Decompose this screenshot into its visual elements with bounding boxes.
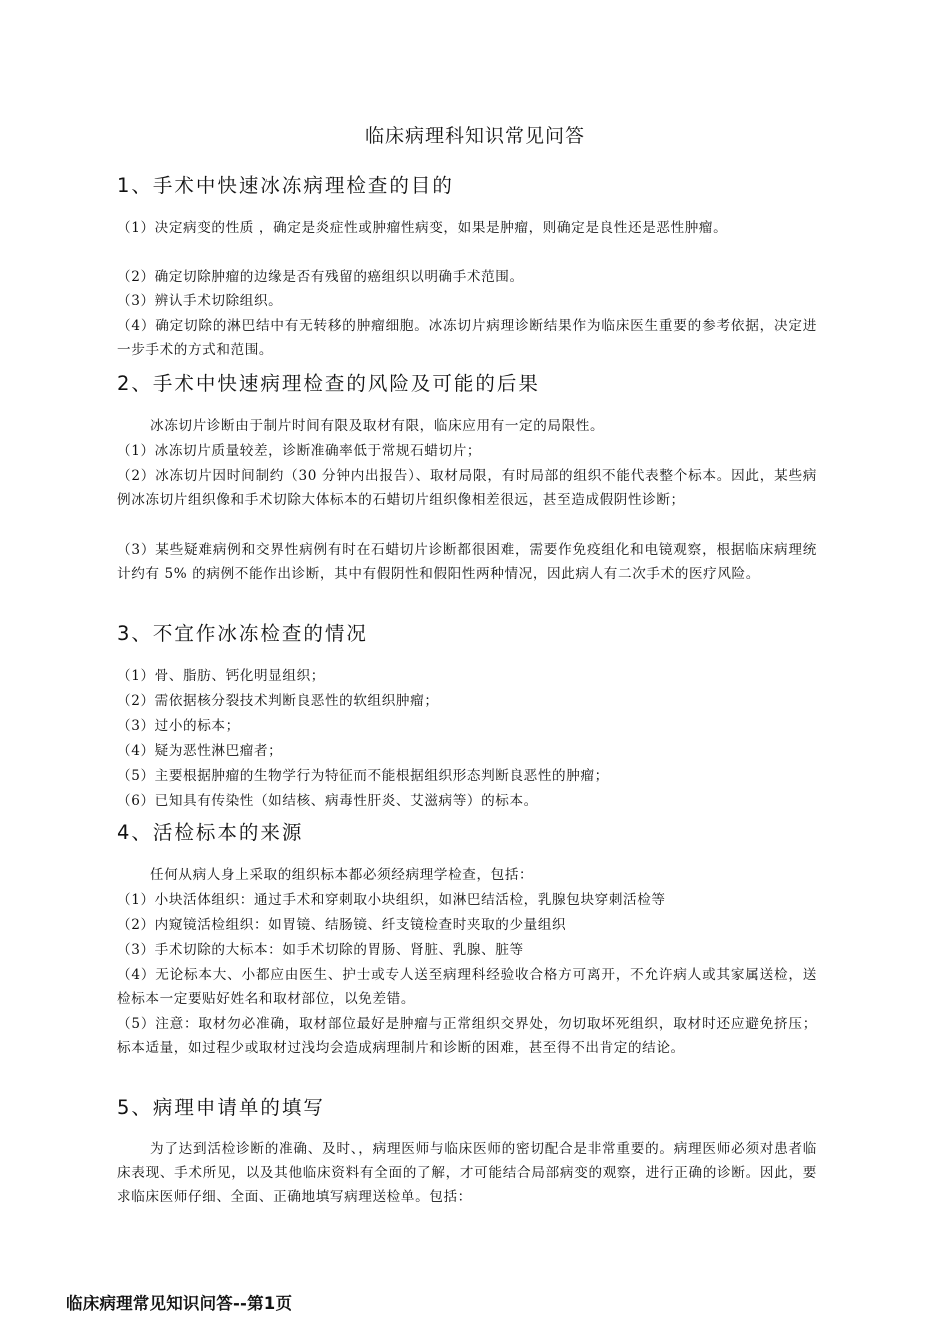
section-2-item-2: （2）冰冻切片因时间制约（30 分钟内出报告）、取材局限，有时局部的组织不能代表整个标本。因此，某些病例冰冻切片组织像和手术切除大体标本的石蜡切片组织像相差很远，甚至造成假阴性诊断； — [117, 468, 817, 508]
section-3-heading: 3、不宜作冰冻检查的情况 — [117, 622, 368, 645]
section-3-item-4: （4）疑为恶性淋巴瘤者； — [117, 743, 283, 759]
section-2-heading: 2、手术中快速病理检查的风险及可能的后果 — [117, 372, 540, 395]
section-5-intro: 为了达到活检诊断的准确、及时、，病理医师与临床医师的密切配合是非常重要的。病理医师必须对患者临床表现、手术所见，以及其他临床资料有全面的了解，才可能结合局部病变的观察，进行正确的诊断。因此，要求临床医师仔细、全面、正确地填写病理送检单。包括： — [117, 1141, 817, 1205]
section-1-item-1: （1）决定病变的性质 ，确定是炎症性或肿瘤性病变，如果是肿瘤，则确定是良性还是恶性肿瘤。 — [117, 220, 728, 236]
section-5-heading: 5、病理申请单的填写 — [117, 1096, 325, 1119]
section-4-heading: 4、活检标本的来源 — [117, 821, 304, 844]
section-3-item-2: （2）需依据核分裂技术判断良恶性的软组织肿瘤； — [117, 693, 439, 709]
section-2-item-3: （3）某些疑难病例和交界性病例有时在石蜡切片诊断都很困难，需要作免疫组化和电镜观察，根据临床病理统计约有 5% 的病例不能作出诊断，其中有假阴性和假阳性两种情况，因此病人有二次手术的医疗风险。 — [117, 542, 817, 582]
section-1-item-4: （4）确定切除的淋巴结中有无转移的肿瘤细胞。冰冻切片病理诊断结果作为临床医生重要的参考依据，决定进一步手术的方式和范围。 — [117, 318, 817, 358]
section-1-heading: 1、手术中快速冰冻病理检查的目的 — [117, 174, 454, 197]
section-1-item-3: （3）辨认手术切除组织。 — [117, 293, 283, 309]
section-3-item-1: （1）骨、脂肪、钙化明显组织； — [117, 668, 325, 684]
section-1-item-2: （2）确定切除肿瘤的边缘是否有残留的癌组织以明确手术范围。 — [117, 269, 524, 285]
section-4-item-3: （3）手术切除的大标本：如手术切除的胃肠、肾脏、乳腺、脏等 — [117, 942, 524, 958]
page-footer: 临床病理常见知识问答--第1页 — [66, 1294, 293, 1313]
section-4-item-2: （2）内窥镜活检组织：如胃镜、结肠镜、纤支镜检查时夹取的少量组织 — [117, 917, 567, 933]
section-4-item-4: （4）无论标本大、小都应由医生、护士或专人送至病理科经验收合格方可离开，不允许病人或其家属送检，送检标本一定要贴好姓名和取材部位，以免差错。 — [117, 967, 817, 1007]
section-4-item-1: （1）小块活体组织：通过手术和穿刺取小块组织，如淋巴结活检，乳腺包块穿刺活检等 — [117, 892, 666, 908]
section-3-item-5: （5）主要根据肿瘤的生物学行为特征而不能根据组织形态判断良恶性的肿瘤； — [117, 768, 609, 784]
section-2-item-1: （1）冰冻切片质量较差，诊断准确率低于常规石蜡切片； — [117, 443, 482, 459]
section-4-intro: 任何从病人身上采取的组织标本都必须经病理学检查，包括： — [150, 867, 534, 883]
section-3-item-6: （6）已知具有传染性（如结核、病毒性肝炎、艾滋病等）的标本。 — [117, 793, 538, 809]
section-4-item-5: （5）注意：取材勿必准确，取材部位最好是肿瘤与正常组织交界处，勿切取坏死组织，取材时还应避免挤压；标本适量，如过程少或取材过浅均会造成病理制片和诊断的困难，甚至得不出肯定的结论。 — [117, 1016, 817, 1056]
section-2-intro: 冰冻切片诊断由于制片时间有限及取材有限，临床应用有一定的局限性。 — [150, 418, 605, 434]
section-3-item-3: （3）过小的标本； — [117, 718, 240, 734]
document-title: 临床病理科知识常见问答 — [364, 125, 585, 147]
